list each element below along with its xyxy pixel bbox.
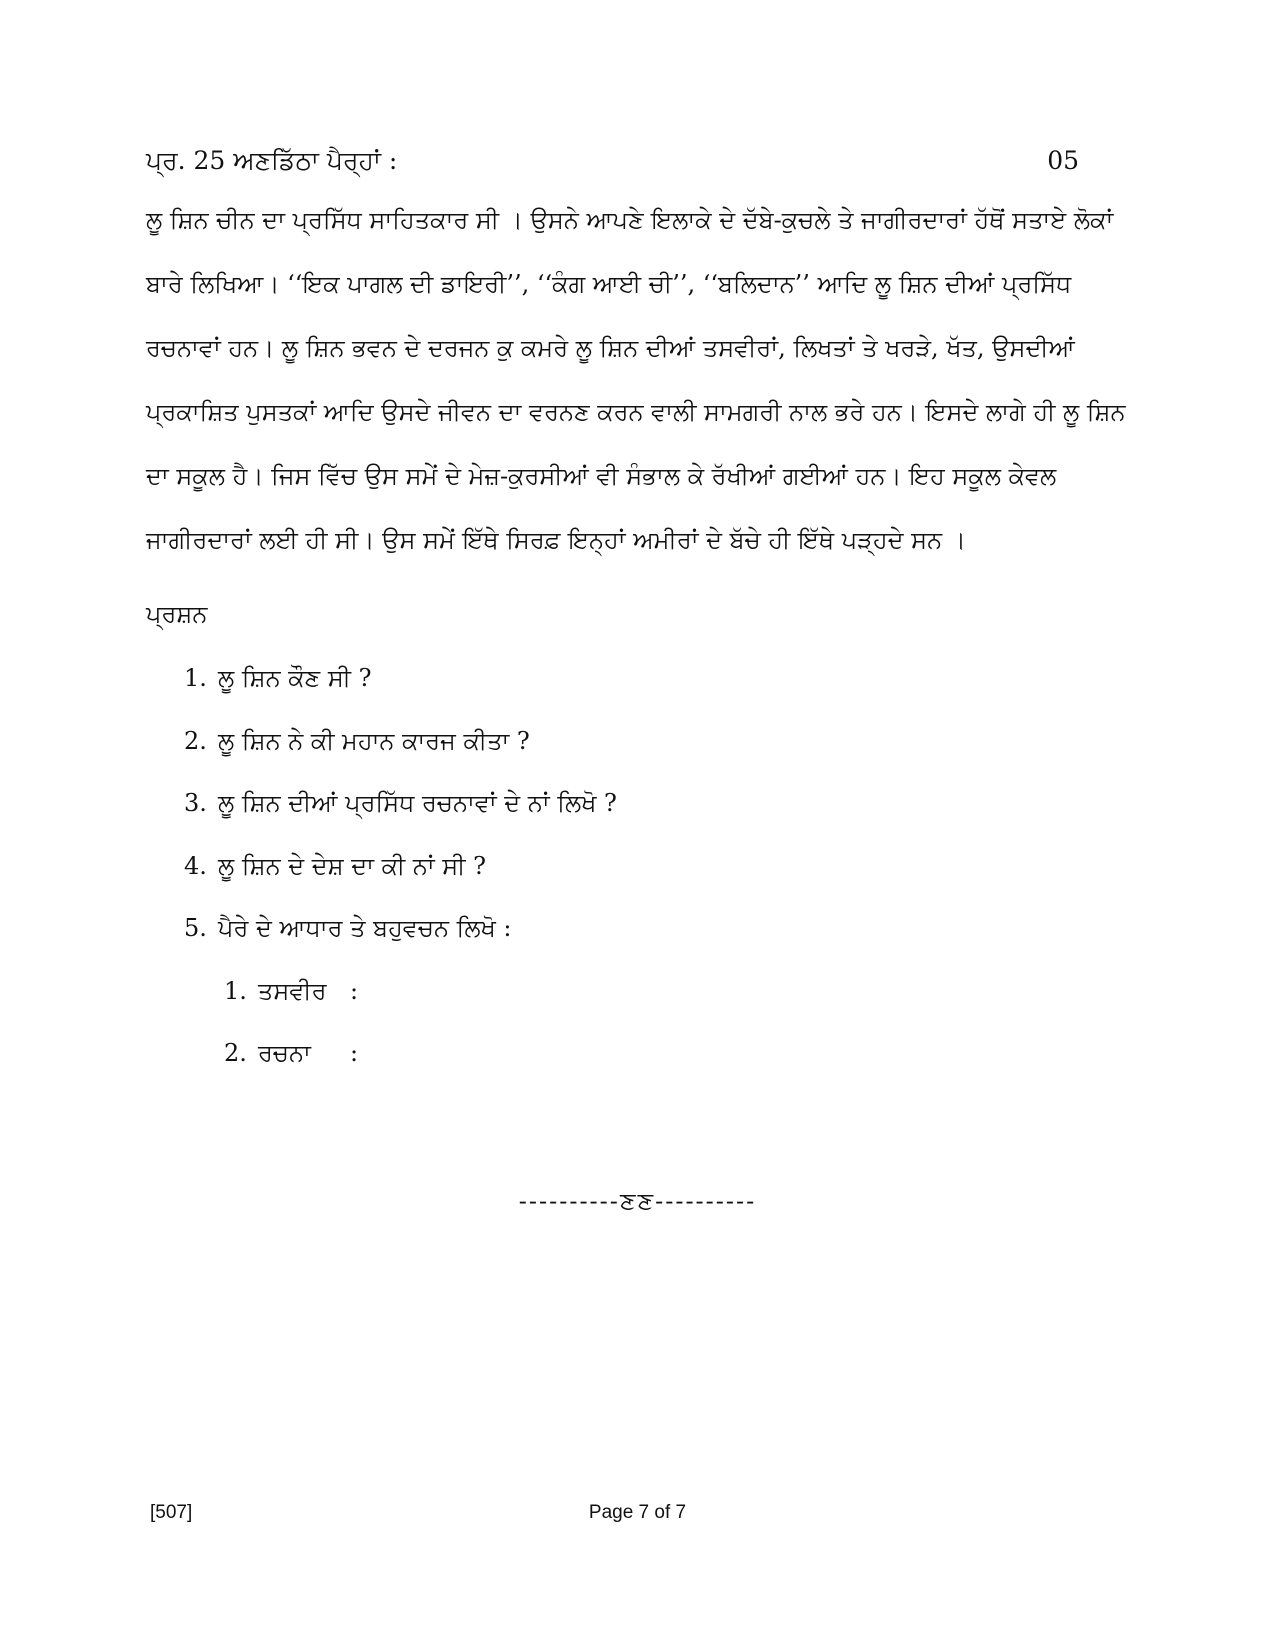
passage-line: ਜਾਗੀਰਦਾਰਾਂ ਲਈ ਹੀ ਸੀ। ਉਸ ਸਮੇਂ ਇੱਥੇ ਸਿਰਫ਼ ਇਨ੍ਹਾਂ ਅਮੀਰਾਂ ਦੇ ਬੱਚੇ ਹੀ ਇੱਥੇ ਪੜ੍ਹਦੇ ਸਨ । (146, 526, 966, 554)
sub-item-colon: : (350, 1039, 359, 1067)
question-text: ਲੂ ਸ਼ਿਨ ਦੀਆਂ ਪ੍ਰਸਿੱਧ ਰਚਨਾਵਾਂ ਦੇ ਨਾਂ ਲਿਖੋ ? (218, 789, 617, 817)
questions-label: ਪ੍ਰਸ਼ਨ (146, 600, 208, 628)
question-item (184, 852, 486, 880)
sub-item-number: 2. (224, 1039, 247, 1067)
passage-line: ਬਾਰੇ ਲਿਖਿਆ। ‘‘ਇਕ ਪਾਗਲ ਦੀ ਡਾਇਰੀ’’, ‘‘ਕੰਗ ਆਈ ਚੀ’’, ‘‘ਬਲਿਦਾਨ’’ ਆਦਿ ਲੂ ਸ਼ਿਨ ਦੀਆਂ ਪ੍ਰਸਿੱਧ (146, 270, 1072, 298)
question-text: ਪੈਰੇ ਦੇ ਆਧਾਰ ਤੇ ਬਹੁਵਚਨ ਲਿਖੋ : (218, 914, 512, 942)
page-number: Page 7 of 7 (588, 1502, 687, 1523)
sub-item (224, 1039, 358, 1067)
question-text: ਲੂ ਸ਼ਿਨ ਕੌਣ ਸੀ ? (218, 664, 372, 692)
question-text: ਲੂ ਸ਼ਿਨ ਦੇ ਦੇਸ਼ ਦਾ ਕੀ ਨਾਂ ਸੀ ? (218, 852, 486, 880)
question-heading: ਪ੍ਰ. 25 ਅਣਡਿੱਠਾ ਪੈਰ੍ਹਾਂ : (146, 146, 398, 175)
question-text: ਲੂ ਸ਼ਿਨ ਨੇ ਕੀ ਮਹਾਨ ਕਾਰਜ ਕੀਤਾ ? (218, 727, 530, 755)
question-item (184, 914, 512, 942)
question-item (184, 727, 530, 755)
question-number: 2. (184, 727, 207, 755)
sub-item-number: 1. (224, 977, 247, 1005)
question-item (184, 664, 372, 692)
question-item (184, 789, 617, 817)
passage-line: ਰਚਨਾਵਾਂ ਹਨ। ਲੂ ਸ਼ਿਨ ਭਵਨ ਦੇ ਦਰਜਨ ਕੁ ਕਮਰੇ ਲੂ ਸ਼ਿਨ ਦੀਆਂ ਤਸਵੀਰਾਂ, ਲਿਖਤਾਂ ਤੇ ਖਰੜੇ, ਖੱਤ, ਉਸਦੀਆਂ (146, 334, 1075, 362)
question-number: 4. (184, 852, 207, 880)
sub-item-colon: : (350, 977, 359, 1005)
question-number: 1. (184, 664, 207, 692)
question-number: 3. (184, 789, 207, 817)
sub-item-word: ਰਚਨਾ (258, 1039, 311, 1067)
sub-item-word: ਤਸਵੀਰ (258, 977, 327, 1005)
end-divider: ----------ਣਣ---------- (518, 1187, 757, 1215)
question-number: 5. (184, 914, 207, 942)
passage-line: ਲੂ ਸ਼ਿਨ ਚੀਨ ਦਾ ਪ੍ਰਸਿੱਧ ਸਾਹਿਤਕਾਰ ਸੀ । ਉਸਨੇ ਆਪਣੇ ਇਲਾਕੇ ਦੇ ਦੱਬੇ-ਕੁਚਲੇ ਤੇ ਜਾਗੀਰਦਾਰਾਂ ਹੱਥੋਂ ਸਤਾਏ ਲੋਕਾਂ (146, 206, 1114, 234)
sub-item (224, 977, 358, 1005)
question-marks: 05 (1047, 146, 1079, 175)
paper-code: [507] (150, 1502, 193, 1523)
passage-line: ਦਾ ਸਕੂਲ ਹੈ। ਜਿਸ ਵਿੱਚ ਉਸ ਸਮੇਂ ਦੇ ਮੇਜ਼-ਕੁਰਸੀਆਂ ਵੀ ਸੰਭਾਲ ਕੇ ਰੱਖੀਆਂ ਗਈਆਂ ਹਨ। ਇਹ ਸਕੂਲ ਕੇਵਲ (146, 462, 1057, 490)
passage-line: ਪ੍ਰਕਾਸ਼ਿਤ ਪੁਸਤਕਾਂ ਆਦਿ ਉਸਦੇ ਜੀਵਨ ਦਾ ਵਰਨਣ ਕਰਨ ਵਾਲੀ ਸਾਮਗਰੀ ਨਾਲ ਭਰੇ ਹਨ। ਇਸਦੇ ਲਾਗੇ ਹੀ ਲੂ ਸ਼ਿਨ (146, 398, 1126, 426)
